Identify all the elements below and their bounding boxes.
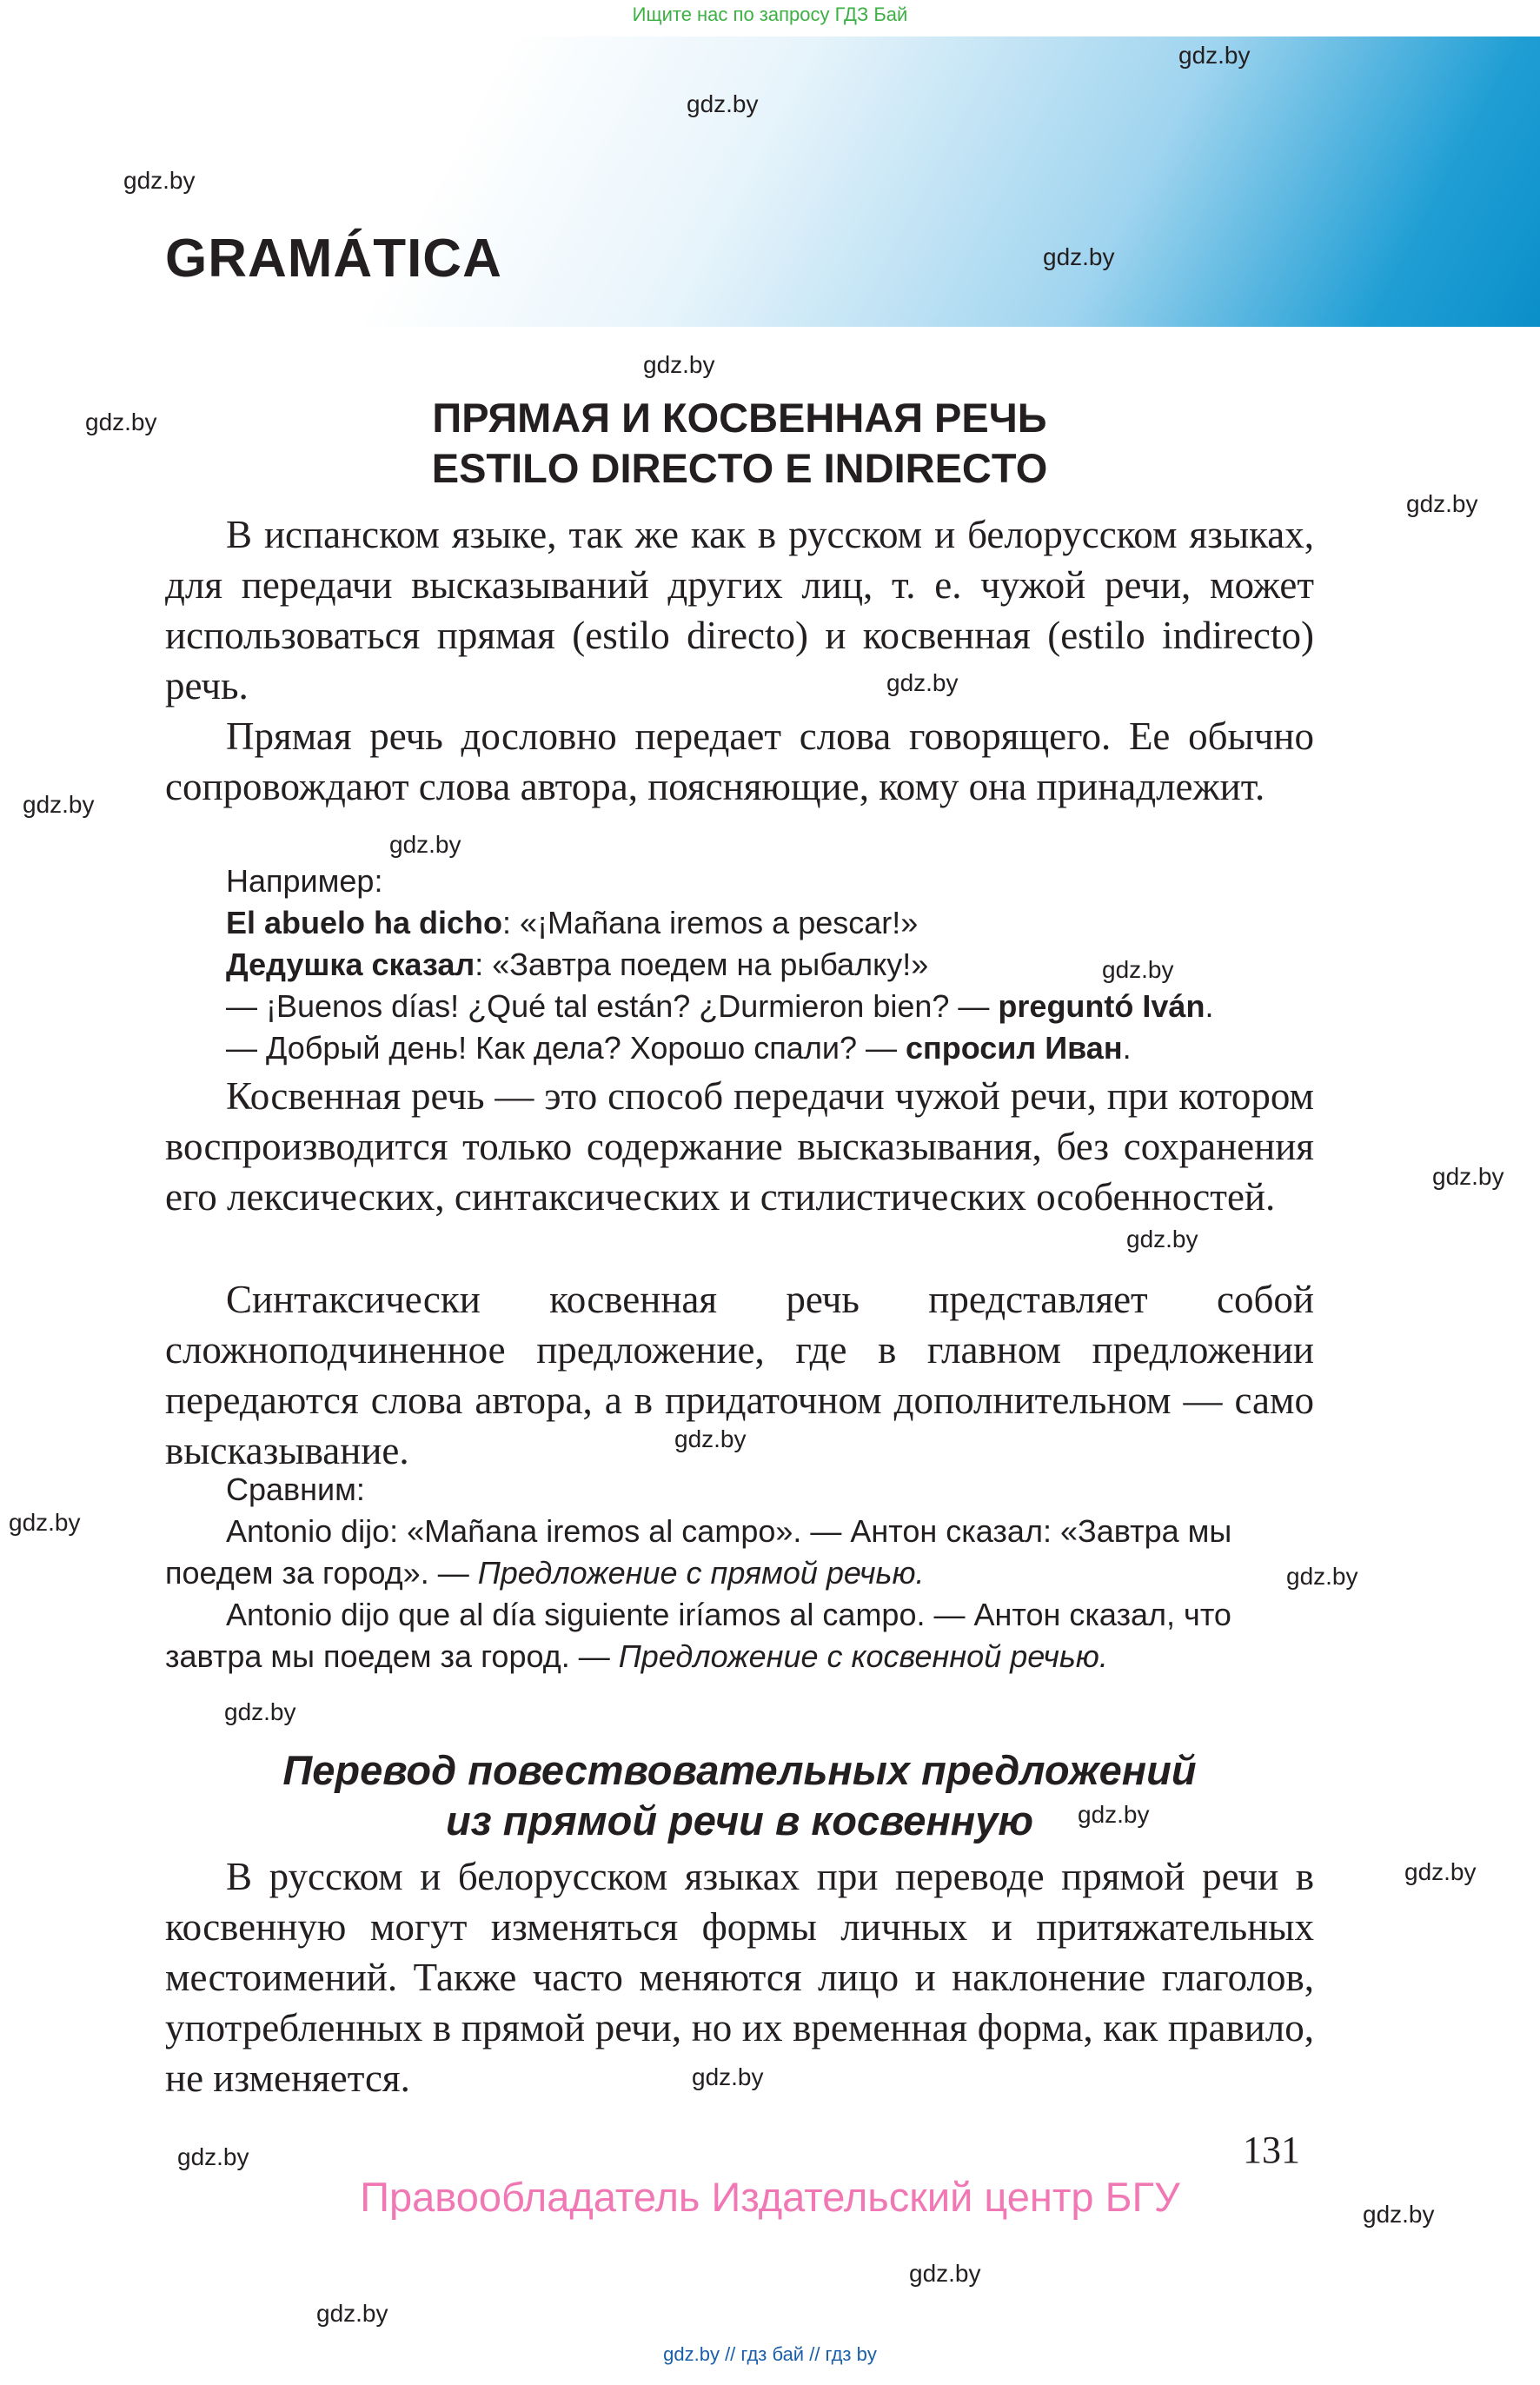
watermark: gdz.by [1404,1858,1477,1885]
compare-line [165,1511,1314,1594]
watermark: gdz.by [9,1509,81,1536]
section-title-es: ESTILO DIRECTO E INDIRECTO [431,445,1048,491]
watermark: gdz.by [692,2063,764,2090]
paragraph: Синтаксически косвенная речь представляет собой сложноподчиненное предложение, где в главном предложении передаются слова автора, а в придаточном дополнительном — само высказывание. [165,1278,1314,1472]
watermark: gdz.by [674,1425,747,1452]
example-line [165,902,1314,944]
example-text: . [1205,988,1214,1024]
example-speaker: El abuelo ha dicho [226,905,503,940]
example-line [165,944,1314,986]
example-speaker: Дедушка сказал [226,947,475,982]
section-title-ru: ПРЯМАЯ И КОСВЕННАЯ РЕЧЬ [432,395,1047,441]
footer-links: gdz.by // гдз бай // гдз by [663,2343,877,2365]
example-speaker: preguntó Iván [998,988,1205,1024]
watermark: gdz.by [1043,243,1115,270]
example-speaker: спросил Иван [905,1030,1123,1066]
watermark: gdz.by [316,2300,388,2327]
paragraph: Косвенная речь — это способ передачи чужой речи, при котором воспроизводится только содержание высказывания, без сохранения его лексических, синтаксических и стилистических особенностей. [165,1074,1314,1219]
paragraph: В русском и белорусском языках при переводе прямой речи в косвенную могут изменяться формы личных и притяжательных местоимений. Также часто меняются лицо и наклонение глаголов, употребленных в прямой речи, но их временная форма, как правило, не изменяется. [165,1855,1314,2100]
example-intro: Например: [226,863,383,899]
watermark: gdz.by [643,351,715,378]
watermark: gdz.by [389,831,461,858]
example-text: — ¡Buenos días! ¿Qué tal están? ¿Durmieron bien? — [226,988,999,1024]
watermark: gdz.by [1178,42,1251,69]
page-number: 131 [1243,2129,1300,2171]
watermark: gdz.by [1286,1563,1358,1590]
watermark: gdz.by [1432,1163,1504,1190]
watermark: gdz.by [687,90,759,117]
watermark: gdz.by [1363,2201,1435,2228]
subsection-title-line1: Перевод повествовательных предложений [282,1747,1197,1793]
example-text: — Добрый день! Как дела? Хорошо спали? — [226,1030,906,1066]
watermark: gdz.by [886,669,959,696]
watermark: gdz.by [23,791,95,818]
chapter-title: GRAMÁTICA [165,229,502,289]
watermark: gdz.by [1102,956,1174,983]
compare-text: Antonio dijo: «Mañana iremos al campo». — Антон сказал: «Завтра мы поедем за город». — [165,1513,1232,1591]
example-text: : «Завтра поедем на рыбалку!» [475,947,929,982]
compare-text: Antonio dijo que al día siguiente iríamos al campo. — Антон сказал, что завтра мы поедем за город. — [165,1597,1231,1674]
watermark: gdz.by [177,2143,249,2170]
example-line [165,1027,1314,1069]
watermark: gdz.by [85,409,157,435]
watermark: gdz.by [1406,490,1478,517]
example-line [165,986,1314,1027]
watermark: gdz.by [909,2260,981,2287]
paragraph: Прямая речь дословно передает слова говорящего. Ее обычно сопровождают слова автора, поясняющие, кому она принадлежит. [165,714,1314,808]
top-notice: Ищите нас по запросу ГДЗ Бай [632,3,908,25]
watermark: gdz.by [1126,1226,1198,1252]
compare-intro: Сравним: [226,1472,365,1507]
subsection-title-line2: из прямой речи в косвенную [446,1797,1033,1844]
compare-note: Предложение с косвенной речью. [618,1638,1108,1674]
example-text: : «¡Mañana iremos a pescar!» [502,905,919,940]
watermark: gdz.by [224,1698,296,1725]
copyright-notice: Правообладатель Издательский центр БГУ [360,2174,1180,2220]
watermark: gdz.by [123,167,196,194]
compare-line [165,1594,1314,1677]
watermark: gdz.by [1078,1801,1150,1828]
compare-note: Предложение с прямой речью. [477,1555,925,1591]
example-text: . [1122,1030,1132,1066]
paragraph: В испанском языке, так же как в русском и белорусском языках, для передачи высказываний других лиц, т. е. чужой речи, может использоваться прямая (estilo directo) и косвенная (estilo indirecto) речь. [165,513,1314,708]
